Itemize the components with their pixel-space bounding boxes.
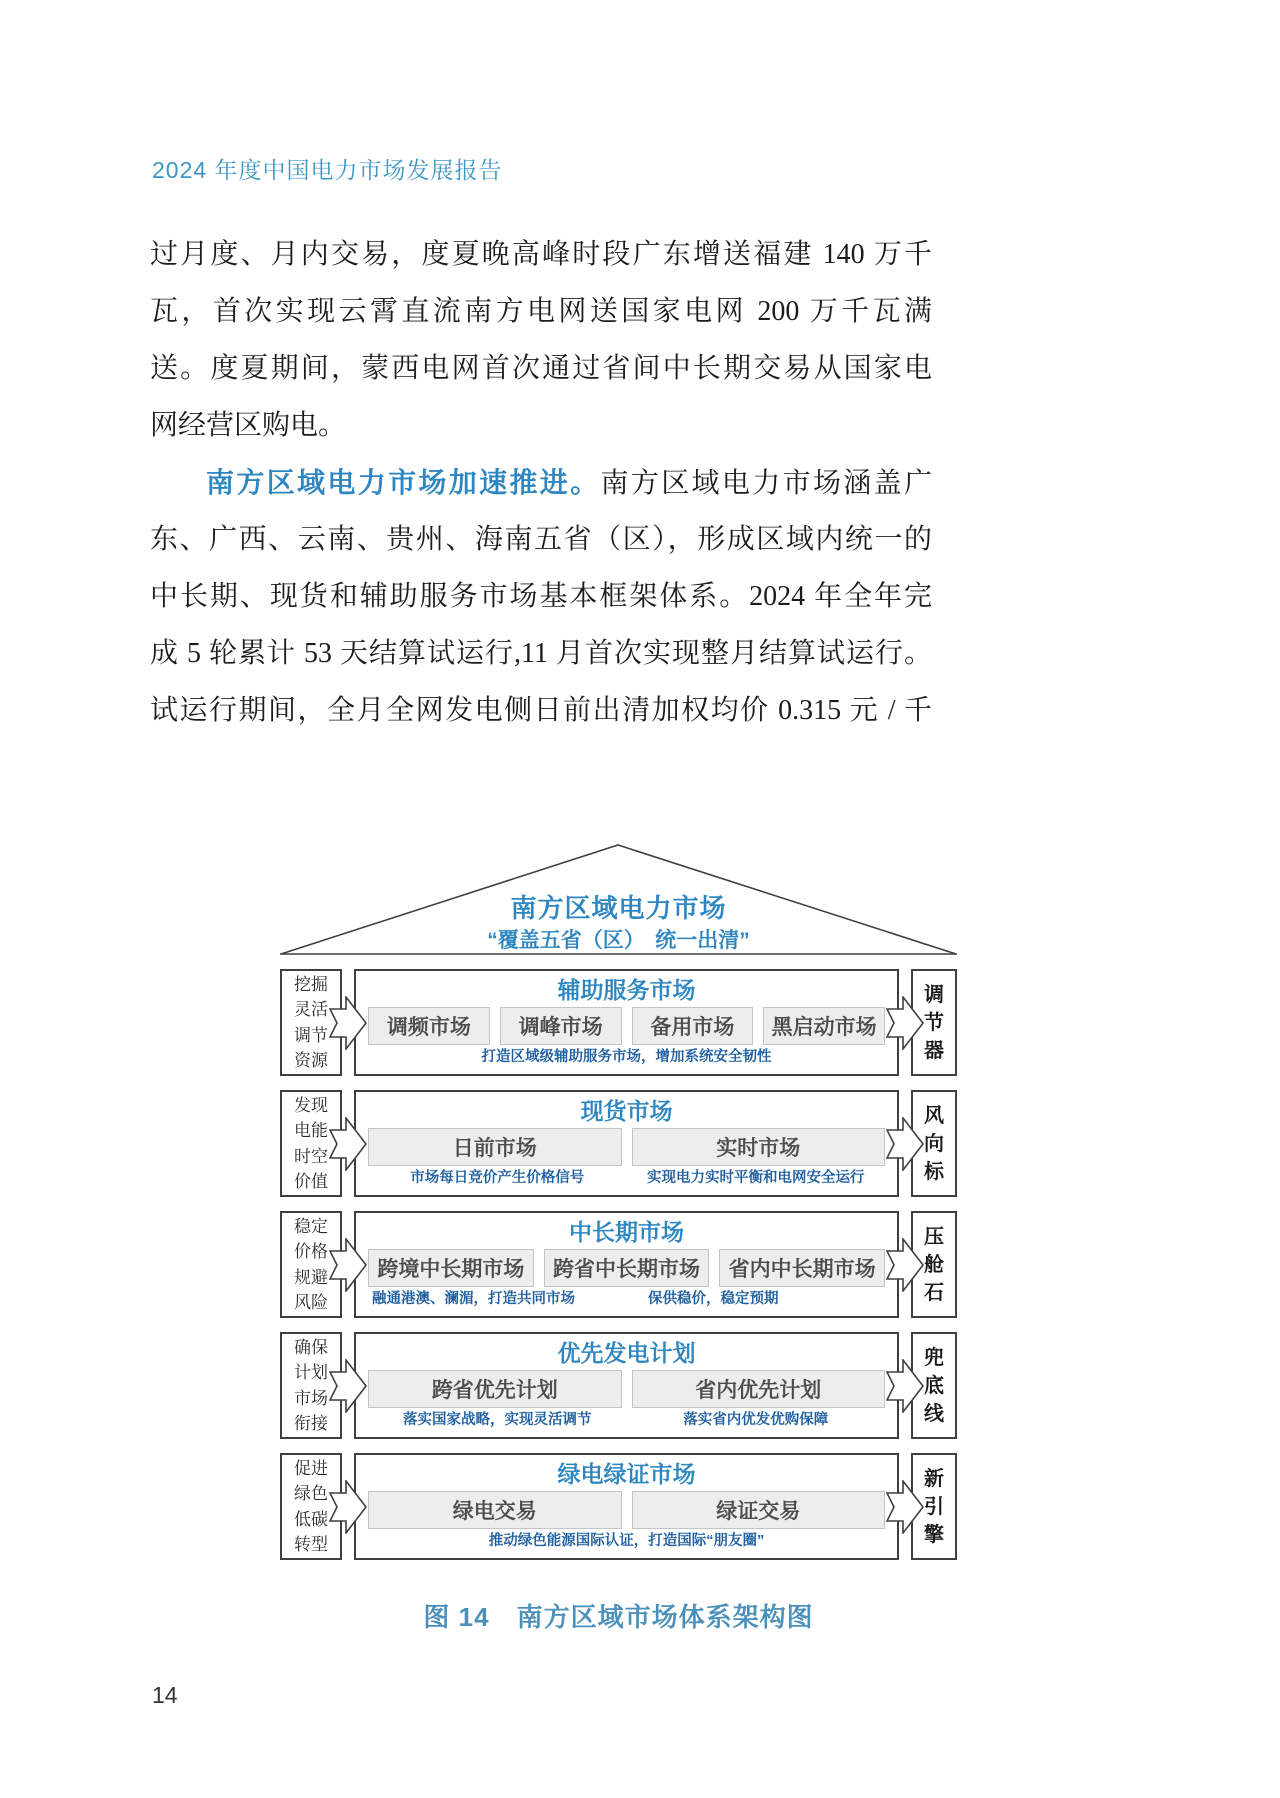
body-line: 试运行期间，全月全网发电侧日前出清加权均价 0.315 元 / 千 — [150, 695, 932, 726]
row-right-label: 压 舱 石 — [911, 1211, 957, 1318]
body-paragraphs — [150, 226, 932, 739]
diagram-row-ancillary-services — [280, 969, 957, 1076]
right-arrow-icon — [329, 1359, 367, 1413]
sub-market-box: 黑启动市场 — [763, 1007, 885, 1045]
body-line: 成 5 轮累计 53 天结算试运行,11 月首次实现整月结算试运行。 — [150, 638, 932, 669]
row-note: 实现电力实时平衡和电网安全运行 — [647, 1170, 865, 1186]
row-note: 市场每日竞价产生价格信号 — [410, 1170, 585, 1186]
diagram-row-priority-generation — [280, 1332, 957, 1439]
row-sub-boxes — [368, 1128, 885, 1166]
sub-market-box: 绿电交易 — [368, 1491, 622, 1529]
diagram-title: 南方区域电力市场 — [510, 893, 727, 923]
page-header: 2024 年度中国电力市场发展报告 — [152, 157, 503, 183]
row-title: 优先发电计划 — [557, 1340, 696, 1366]
diagram-row-spot-market — [280, 1090, 957, 1197]
row-right-label: 新 引 擎 — [911, 1453, 957, 1560]
row-notes — [368, 1290, 885, 1308]
right-arrow-icon — [886, 996, 924, 1050]
row-left-label: 促进 绿色 低碳 转型 — [280, 1453, 342, 1560]
right-arrow-icon — [886, 1238, 924, 1292]
right-arrow-icon — [886, 1480, 924, 1534]
row-sub-boxes — [368, 1249, 885, 1287]
row-title: 辅助服务市场 — [557, 977, 696, 1003]
body-line-text: 南方区域电力市场涵盖广 — [600, 468, 932, 499]
figure-caption: 图 14 南方区域市场体系架构图 — [423, 1602, 814, 1632]
sub-market-box: 调频市场 — [368, 1007, 490, 1045]
row-left-label: 稳定 价格 规避 风险 — [280, 1211, 342, 1318]
body-line: 东、广西、云南、贵州、海南五省（区），形成区域内统一的 — [150, 524, 932, 555]
row-notes — [368, 1532, 885, 1550]
diagram-row-medium-long-term — [280, 1211, 957, 1318]
sub-market-box: 绿证交易 — [632, 1491, 886, 1529]
row-sub-boxes — [368, 1007, 885, 1045]
body-line: 送。度夏期间，蒙西电网首次通过省间中长期交易从国家电 — [150, 353, 932, 384]
right-arrow-icon — [886, 1359, 924, 1413]
sub-market-box: 省内中长期市场 — [719, 1249, 885, 1287]
body-line: 过月度、月内交易，度夏晚高峰时段广东增送福建 140 万千 — [150, 239, 932, 270]
row-main-box — [354, 1090, 899, 1197]
row-title: 绿电绿证市场 — [557, 1461, 696, 1487]
row-left-label: 挖掘 灵活 调节 资源 — [280, 969, 342, 1076]
row-title: 现货市场 — [580, 1098, 673, 1124]
row-right-label: 兜 底 线 — [911, 1332, 957, 1439]
diagram-subtitle: “覆盖五省（区） 统一出清” — [487, 929, 750, 952]
diagram-rows — [280, 969, 957, 1560]
diagram-row-green-power — [280, 1453, 957, 1560]
right-arrow-icon — [329, 1480, 367, 1534]
sub-market-box: 跨省中长期市场 — [544, 1249, 710, 1287]
paragraph2-lead-text: 南方区域电力市场加速推进。 — [206, 467, 601, 498]
figure-14-diagram — [280, 842, 957, 1574]
row-note: 打造区域级辅助服务市场，增加系统安全韧性 — [481, 1049, 772, 1065]
sub-market-box: 实时市场 — [632, 1128, 886, 1166]
sub-market-box: 备用市场 — [632, 1007, 754, 1045]
sub-market-box: 日前市场 — [368, 1128, 622, 1166]
sub-market-box: 跨境中长期市场 — [368, 1249, 534, 1287]
row-main-box — [354, 969, 899, 1076]
body-line: 中长期、现货和辅助服务市场基本框架体系。2024 年全年完 — [150, 581, 932, 612]
row-notes — [368, 1169, 885, 1187]
row-title: 中长期市场 — [569, 1219, 684, 1245]
row-notes — [368, 1411, 885, 1429]
row-note: 保供稳价，稳定预期 — [647, 1291, 779, 1307]
row-note: 推动绿色能源国际认证，打造国际“朋友圈” — [488, 1533, 765, 1549]
row-main-box — [354, 1211, 899, 1318]
row-note: 落实国家战略，实现灵活调节 — [403, 1412, 592, 1428]
row-notes — [368, 1048, 885, 1066]
row-main-box — [354, 1332, 899, 1439]
sub-market-box: 跨省优先计划 — [368, 1370, 622, 1408]
row-left-label: 发现 电能 时空 价值 — [280, 1090, 342, 1197]
sub-market-box: 调峰市场 — [500, 1007, 622, 1045]
body-line: 瓦，首次实现云霄直流南方电网送国家电网 200 万千瓦满 — [150, 296, 932, 327]
right-arrow-icon — [329, 996, 367, 1050]
right-arrow-icon — [329, 1117, 367, 1171]
row-sub-boxes — [368, 1491, 885, 1529]
row-sub-boxes — [368, 1370, 885, 1408]
body-line: 网经营区购电。 — [150, 410, 347, 441]
right-arrow-icon — [886, 1117, 924, 1171]
row-right-label: 调 节 器 — [911, 969, 957, 1076]
right-arrow-icon — [329, 1238, 367, 1292]
row-right-label: 风 向 标 — [911, 1090, 957, 1197]
paragraph2-first-line — [150, 454, 932, 511]
page-number: 14 — [152, 1682, 178, 1708]
row-main-box — [354, 1453, 899, 1560]
row-note: 融通港澳、澜湄，打造共同市场 — [372, 1291, 575, 1307]
diagram-roof — [280, 842, 957, 956]
row-note: 落实省内优发优购保障 — [683, 1412, 829, 1428]
row-left-label: 确保 计划 市场 衔接 — [280, 1332, 342, 1439]
sub-market-box: 省内优先计划 — [632, 1370, 886, 1408]
